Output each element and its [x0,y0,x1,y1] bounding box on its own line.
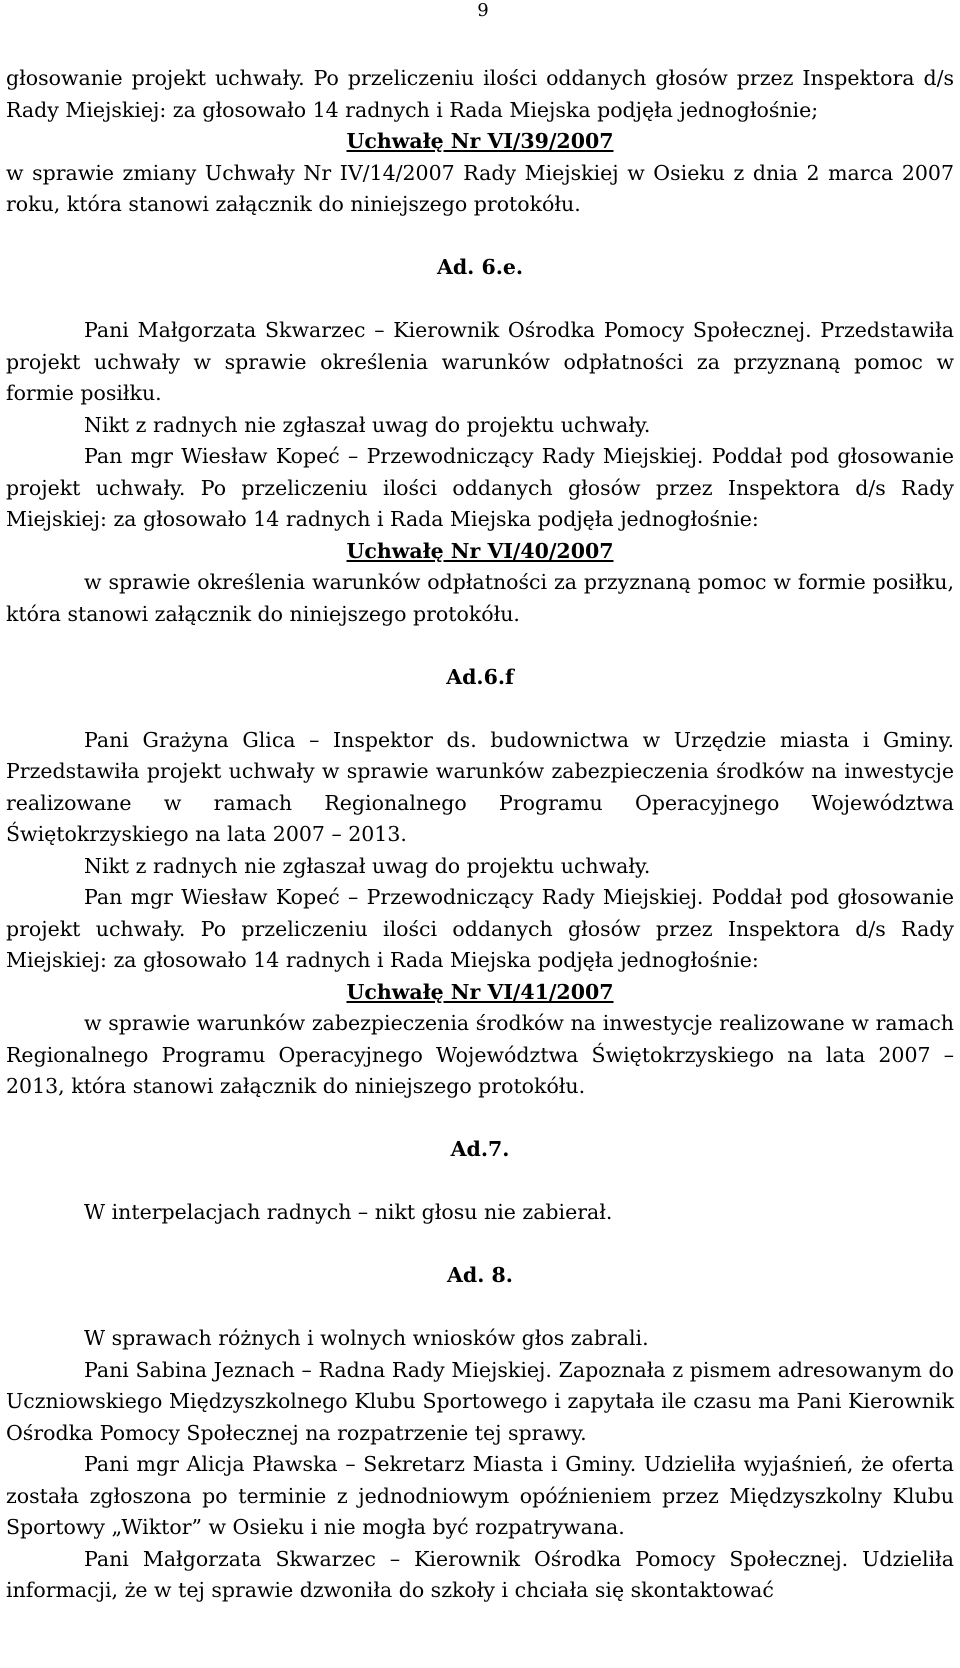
paragraph: Nikt z radnych nie zgłaszał uwag do projektu uchwały. [84,853,651,878]
agenda-item-heading: Ad. 6.e. [436,255,524,279]
paragraph: Pan mgr Wiesław Kopeć – Przewodniczący Rady Miejskiej. Poddał pod głosowanie projekt uchwały. Po przeliczeniu ilości oddanych głosów przez Inspektora d/s Rady Miejskiej: za głosowało 14 radnych i Rada Miejska podjęła jednogłośnie: [6,885,954,972]
agenda-item-heading: Ad.7. [450,1137,510,1161]
paragraph: W interpelacjach radnych – nikt głosu nie zabierał. [84,1200,613,1224]
paragraph-spacer [6,1103,954,1135]
paragraph-spacer [6,693,954,725]
paragraph: w sprawie zmiany Uchwały Nr IV/14/2007 Rady Miejskiej w Osieku z dnia 2 marca 2007 roku, która stanowi załącznik do niniejszego protokółu. [6,160,954,216]
paragraph: Pani Małgorzata Skwarzec – Kierownik Ośrodka Pomocy Społecznej. Przedstawiła projekt uchwały w sprawie określenia warunków odpłatności za przyznaną pomoc w formie posiłku. [6,318,954,405]
resolution-title: Uchwałę Nr VI/39/2007 [346,129,614,153]
paragraph: Nikt z radnych nie zgłaszał uwag do projektu uchwały. [84,412,651,437]
paragraph-spacer [6,1292,954,1324]
paragraph: Pani Małgorzata Skwarzec – Kierownik Ośrodka Pomocy Społecznej. Udzieliła informacji, że w tej sprawie dzwoniła do szkoły i chciała się skontaktować [6,1546,954,1602]
paragraph: Pan mgr Wiesław Kopeć – Przewodniczący Rady Miejskiej. Poddał pod głosowanie projekt uchwały. Po przeliczeniu ilości oddanych głosów przez Inspektora d/s Rady Miejskiej: za głosowało 14 radnych i Rada Miejska podjęła jednogłośnie: [6,444,954,531]
paragraph-spacer [6,1229,954,1261]
paragraph: Pani mgr Alicja Pławska – Sekretarz Miasta i Gminy. Udzieliła wyjaśnień, że oferta została zgłoszona po terminie z jednodniowym opóźnieniem przez Międzyszkolny Klubu Sportowy „Wiktor” w Osieku i nie mogła być rozpatrywana. [6,1452,954,1539]
agenda-item-heading: Ad. 8. [447,1263,513,1287]
document-body [6,63,954,1607]
resolution-title: Uchwałę Nr VI/40/2007 [346,538,614,563]
paragraph: Pani Sabina Jeznach – Radna Rady Miejskiej. Zapoznała z pismem adresowanym do Uczniowskiego Międzyszkolnego Klubu Sportowego i zapytała ile czasu ma Pani Kierownik Ośrodka Pomocy Społecznej na rozpatrzenie tej sprawy. [6,1357,954,1445]
agenda-item-heading: Ad.6.f [446,664,514,689]
paragraph: głosowanie projekt uchwały. Po przeliczeniu ilości oddanych głosów przez Inspektora d/s Rady Miejskiej: za głosowało 14 radnych i Rada Miejska podjęła jednogłośnie; [6,66,954,122]
paragraph: w sprawie określenia warunków odpłatności za przyznaną pomoc w formie posiłku, która stanowi załącznik do niniejszego protokółu. [6,570,954,626]
paragraph: w sprawie warunków zabezpieczenia środków na inwestycje realizowane w ramach Regionalnego Programu Operacyjnego Województwa Świętokrzyskiego na lata 2007 – 2013, która stanowi załącznik do niniejszego protokółu. [6,1011,954,1098]
paragraph-spacer [6,630,954,662]
resolution-title: Uchwałę Nr VI/41/2007 [346,979,614,1004]
page-number: 9 [477,0,489,21]
paragraph-spacer [6,1166,954,1198]
paragraph-spacer [6,221,954,253]
paragraph-spacer [6,284,954,316]
paragraph: Pani Grażyna Glica – Inspektor ds. budownictwa w Urzędzie miasta i Gminy. Przedstawiła projekt uchwały w sprawie warunków zabezpieczenia środków na inwestycje realizowane w ramach Regionalnego Programu Operacyjnego Województwa Świętokrzyskiego na lata 2007 – 2013. [6,727,954,846]
paragraph: W sprawach różnych i wolnych wniosków głos zabrali. [84,1326,649,1350]
